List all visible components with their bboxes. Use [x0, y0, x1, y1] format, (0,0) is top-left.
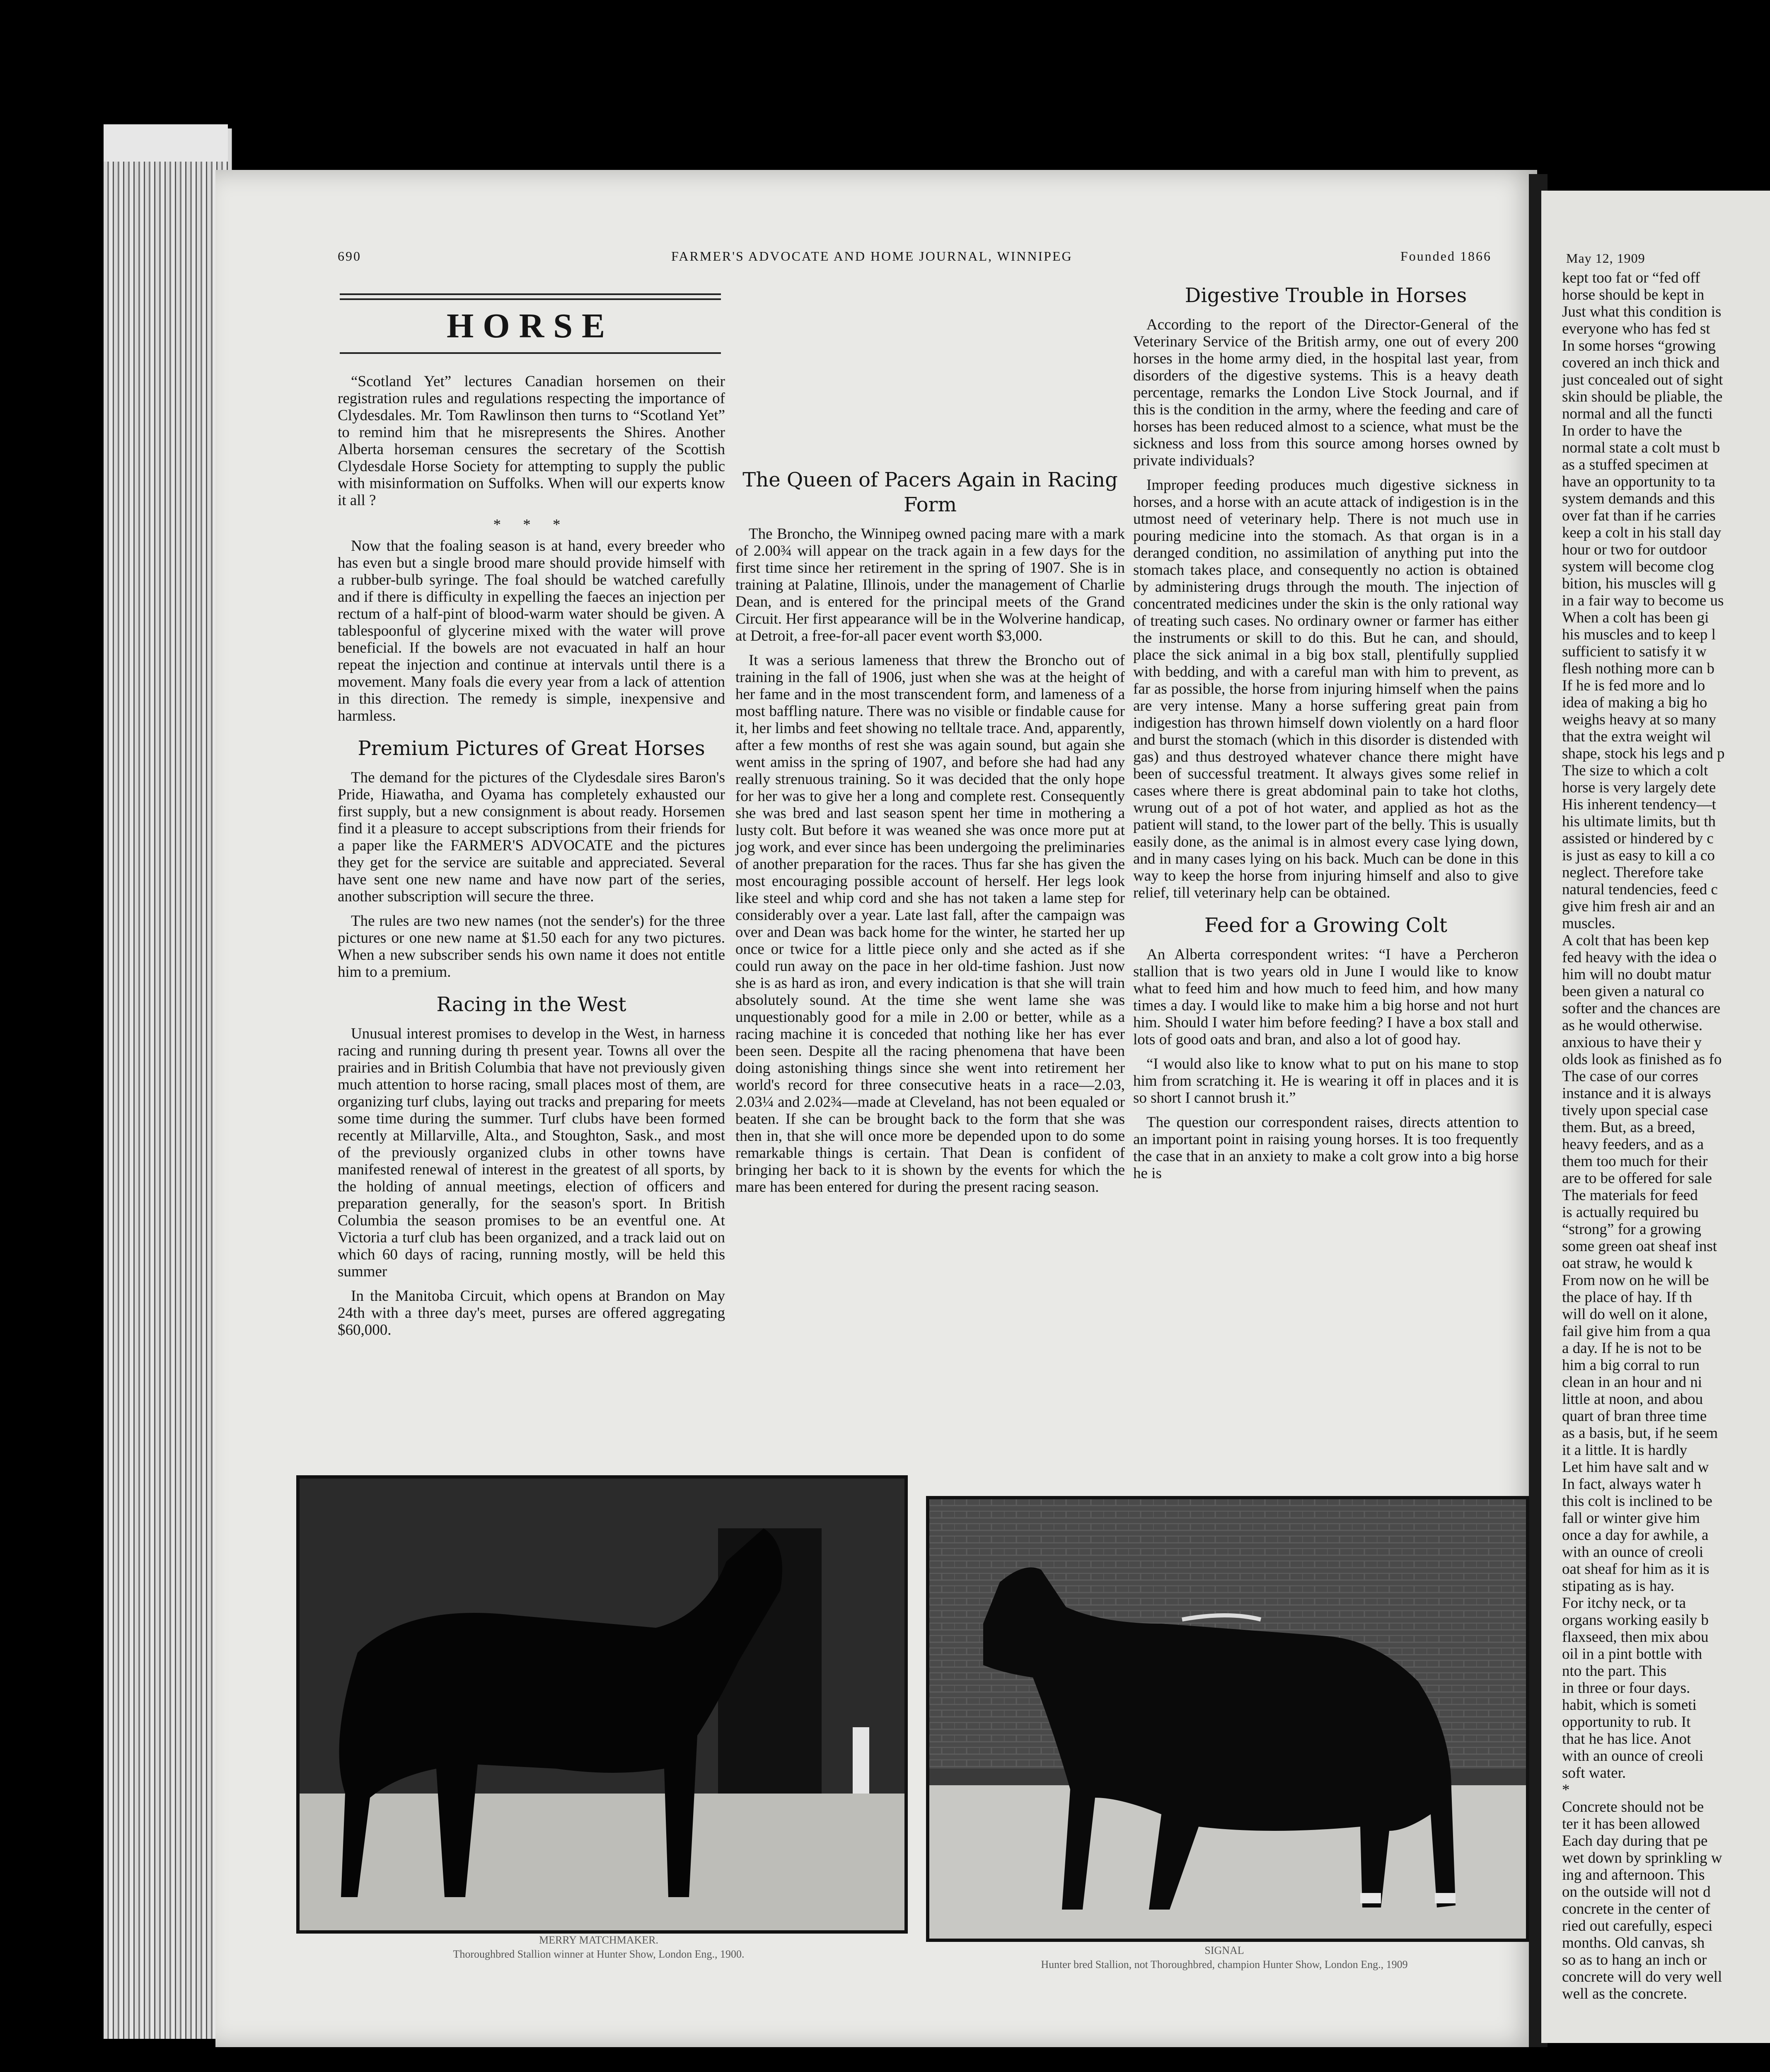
- section-stars: * * *: [493, 516, 570, 533]
- right-page-line: this colt is inclined to be: [1562, 1493, 1712, 1510]
- right-page-line: softer and the chances are: [1562, 1000, 1721, 1017]
- right-page-line: him a big corral to run: [1562, 1357, 1700, 1374]
- right-page-line: idea of making a big ho: [1562, 694, 1707, 711]
- right-photo-caption: [926, 1944, 1523, 1972]
- right-page-line: If he is fed more and lo: [1562, 677, 1705, 694]
- right-page-line: concrete in the center of: [1562, 1900, 1710, 1917]
- right-page-line: everyone who has fed st: [1562, 320, 1710, 337]
- right-page-line: covered an inch thick and: [1562, 354, 1720, 371]
- right-page-line: well as the concrete.: [1562, 1985, 1688, 2002]
- column-2: [735, 456, 1125, 1203]
- digestive-title: Digestive Trouble in Horses: [1185, 284, 1467, 307]
- horse-photo-left-image: [300, 1479, 904, 1930]
- right-page-line: little at noon, and abou: [1562, 1391, 1703, 1408]
- right-page-line: clean in an hour and ni: [1562, 1374, 1702, 1391]
- right-page-line: concrete will do very well: [1562, 1968, 1722, 1985]
- right-page-line: that he has lice. Anot: [1562, 1731, 1691, 1748]
- right-page-line: From now on he will be: [1562, 1272, 1709, 1289]
- horse-section-heading: [340, 290, 721, 352]
- right-page-line: just concealed out of sight: [1562, 371, 1723, 388]
- photo-merry-matchmaker: [296, 1475, 908, 1934]
- queen-paragraph-2: It was a serious lameness that threw the Broncho out of training in the fall of 1906, just when she was at the height of her fame and in the most transcendent form, and lameness of a most baffling nature. There was no visible or findable cause for it, her limbs and feet showing no telltale trace. And, apparently, after a few months of rest she was again sound, but again she went amiss in the spring of 1907, and before she had had any really strenuous training. So it was decided that the only hope for her was to give her a long and complete rest. Consequently she was bred and last season spent her time in mothering a lusty colt. But before it was weaned she was once more put at jog work, and ever since has been undergoing the preliminaries of another preparation for the races. Thus far she has given the most encouraging possible account of herself. Her legs look like steel and whip cord and she has not taken a lame step for considerably over a year. Late last fall, after the campaign was over and Dean was back home for the winter, he started her up once or twice for a little piece only and she acted as if she could run away on the pace in her old-time fashion. Just now she is as hard as iron, and every indication is that she will train absolutely sound. At the time she went lame she was unquestionably good for a mile in 2.00 or better, while as a racing machine it is conceded that nothing like her has ever been seen. Despite all the racing phenomena that have been doing astonishing things since she went into retirement her world's record for three consecutive heats in a race—2.03, 2.03¼ and 2.02¾—made at Cleveland, has not been equaled or beaten. If she can be brought back to the form that she was then in, that she will once more be depended upon to do some remarkable things is certain. That Dean is confident of bringing her back to it is shown by the events for which the mare has been entered for during the present racing season.: [735, 652, 1125, 1196]
- right-page-line: a day. If he is not to be: [1562, 1340, 1702, 1357]
- heading-rule-top: [340, 293, 721, 295]
- right-page-line: are to be offered for sale: [1562, 1170, 1712, 1187]
- column-1: [338, 373, 725, 1346]
- photo-signal: [926, 1496, 1529, 1942]
- founded-label: Founded 1866: [1400, 249, 1492, 264]
- right-page-line: tively upon special case: [1562, 1102, 1708, 1119]
- right-page-line: ing and afternoon. This: [1562, 1866, 1705, 1883]
- right-page-line: oat sheaf for him as it is: [1562, 1561, 1710, 1578]
- right-page-line: In order to have the: [1562, 422, 1682, 439]
- right-photo-description: Hunter bred Stallion, not Thoroughbred, champion Hunter Show, London Eng., 1909: [1041, 1958, 1408, 1970]
- racing-title: Racing in the West: [436, 993, 626, 1016]
- right-page-line: with an ounce of creoli: [1562, 1544, 1704, 1561]
- right-page-line: system will become clog: [1562, 558, 1714, 575]
- right-page-line: *: [1562, 1782, 1570, 1798]
- right-page-line: as a stuffed specimen at: [1562, 456, 1708, 473]
- right-page-line: A colt that has been kep: [1562, 932, 1709, 949]
- horse-photo-right-image: [929, 1499, 1526, 1939]
- right-page-line: fed heavy with the idea o: [1562, 949, 1717, 966]
- right-page-line: will do well on it alone,: [1562, 1306, 1708, 1323]
- running-title: FARMER'S ADVOCATE AND HOME JOURNAL, WINNIPEG: [671, 249, 1073, 264]
- right-page-line: For itchy neck, or ta: [1562, 1595, 1686, 1612]
- racing-paragraph-1: Unusual interest promises to develop in the West, in harness racing and running during th present year. Towns all over the prairies and in British Columbia that have not previously given much attention to horse racing, small places most of them, are organizing turf clubs, laying out tracks and preparing for meets some time during the summer. Turf clubs have been formed recently at Millarville, Alta., and Stoughton, Sask., and most of the previously organized clubs in other towns have manifested renewal of interest in the greatest of all sports, by the holding of annual meetings, election of officers and preparation generally, for the season's sport. In British Columbia the season promises to be an eventful one. At Victoria a turf club has been organized, and a track laid out on which 60 days of racing, running mostly, will be held this summer: [338, 1025, 725, 1280]
- right-page-line: instance and it is always: [1562, 1085, 1711, 1102]
- right-page-line: horse is very largely dete: [1562, 779, 1716, 796]
- colt-title: Feed for a Growing Colt: [1204, 914, 1447, 937]
- right-page-line: normal and all the functi: [1562, 405, 1713, 422]
- right-page-line: oat straw, he would k: [1562, 1255, 1693, 1272]
- right-page-line: is just as easy to kill a co: [1562, 847, 1715, 864]
- column-3: [1133, 271, 1519, 1189]
- right-page-line: so as to hang an inch or: [1562, 1951, 1707, 1968]
- colt-paragraph-1: An Alberta correspondent writes: “I have a Percheron stallion that is two years old in June I would like to know what to feed him and how much to feed him, and how many times a day. I would like to make him a big horse and not hurt him. Should I water him before feeding? I have a box stall and lots of good oats and bran, and also a lot of good hay.: [1133, 946, 1519, 1048]
- right-page-line: them. But, as a breed,: [1562, 1119, 1695, 1136]
- right-page-line: as a basis, but, if he seem: [1562, 1425, 1718, 1442]
- colt-paragraph-2: “I would also like to know what to put on his mane to stop him from scratching it. He is wearing it off in places and it is so short I cannot brush it.”: [1133, 1055, 1519, 1106]
- right-page-line: hour or two for outdoor: [1562, 541, 1707, 558]
- right-page-line: In fact, always water h: [1562, 1476, 1701, 1493]
- heading-rule-top-2: [340, 298, 721, 300]
- queen-title: The Queen of Pacers Again in Racing Form: [742, 468, 1118, 516]
- right-page-line: “strong” for a growing: [1562, 1221, 1701, 1238]
- right-page-line: ter it has been allowed: [1562, 1815, 1700, 1832]
- right-page-line: habit, which is someti: [1562, 1697, 1697, 1714]
- right-page-line: stipating as is hay.: [1562, 1578, 1674, 1595]
- right-page-date: May 12, 1909: [1566, 251, 1645, 266]
- right-page-line: have an opportunity to ta: [1562, 473, 1715, 490]
- right-page-line: give him fresh air and an: [1562, 898, 1715, 915]
- right-page-line: Each day during that pe: [1562, 1832, 1708, 1849]
- digestive-paragraph-1: According to the report of the Director-General of the Veterinary Service of the British army, one out of every 200 horses in the home army died, in the hospital last year, from disorders of the digestive systems. This is a heavy death percentage, remarks the London Live Stock Journal, and if this is the condition in the army, where the feeding and care of horses has been reduced almost to a science, what must be the sickness and loss from this source among horses owned by private individuals?: [1133, 316, 1519, 469]
- right-page-line: Let him have salt and w: [1562, 1459, 1709, 1476]
- right-page-line: anxious to have their y: [1562, 1034, 1702, 1051]
- queen-paragraph-1: The Broncho, the Winnipeg owned pacing mare with a mark of 2.00¾ will appear on the track again in a few days for the first time since her retirement in the spring of 1907. She is in training at Palatine, Illinois, under the management of Charlie Dean, and is entered for the principal meets of the Grand Circuit. Her first appearance will be in the Wolverine handicap, at Detroit, a free-for-all pacer event worth $3,000.: [735, 525, 1125, 644]
- right-page-line: In some horses “growing: [1562, 337, 1716, 354]
- digestive-paragraph-2: Improper feeding produces much digestive sickness in horses, and a horse with an acute attack of indigestion is in the utmost need of veterinary help. There is not much use in pouring medicine into the stomach. As that organ is in a deranged condition, no assimilation of anything put into the stomach takes place, and consequently no action is obtained by administering drugs through the mouth. The injection of concentrated medicines under the skin is the only rational way of treating such cases. No ordinary owner or farmer has either the instruments or skill to do this. But he can, and should, place the sick animal in a big box stall, plentifully supplied with bedding, and with a careful man with him to prevent, as far as possible, the horse from injuring himself when the pains are very intense. Many a horse suffering great pain from indigestion has thrown himself down violently on a hard floor and burst the stomach (which in this disorder is distended with gas) and thus destroyed whatever chance there might have been of successful treatment. It always gives some relief in cases where there is great abdominal pain to take hot cloths, wrung out of a pot of hot water, and applied as hot as the patient will stand, to the lower part of the belly. This is usually easily done, as the animal is in almost every case lying down, and in many cases lying on his back. Much can be done in this way to keep the horse from injuring himself and also to give relief, till veterinary help can be obtained.: [1133, 477, 1519, 901]
- right-page-line: over fat than if he carries: [1562, 507, 1716, 524]
- right-page-line: normal state a colt must b: [1562, 439, 1720, 456]
- book-page-edges: [104, 128, 232, 2039]
- right-page-line: The case of our corres: [1562, 1068, 1698, 1085]
- right-page-line: that the extra weight wil: [1562, 728, 1711, 745]
- right-photo-name: SIGNAL: [1204, 1944, 1244, 1956]
- right-page-line: with an ounce of creoli: [1562, 1748, 1704, 1765]
- right-page-line: The size to which a colt: [1562, 762, 1708, 779]
- right-page-line: The materials for feed: [1562, 1187, 1698, 1204]
- right-page-line: system demands and this: [1562, 490, 1715, 507]
- right-page-line: him will no doubt matur: [1562, 966, 1711, 983]
- foaling-paragraph: Now that the foaling season is at hand, every breeder who has even but a single brood mare should provide himself with a rubber-bulb syringe. The foal should be watched carefully and if there is difficulty in expelling the faeces an injection per rectum of a half-pint of blood-warm water should be given. A tablespoonful of glycerine mixed with the water will prove beneficial. If the bowels are not evacuated in half an hour repeat the injection and continue at intervals until there is a movement. Many foals die every year from a lack of attention in this direction. The remedy is simple, inexpensive and harmless.: [338, 537, 725, 724]
- heading-rule-bottom: [340, 352, 721, 354]
- right-page-line: sufficient to satisfy it w: [1562, 643, 1707, 660]
- racing-paragraph-2: In the Manitoba Circuit, which opens at Brandon on May 24th with a three day's meet, purses are offered aggregating $60,000.: [338, 1288, 725, 1339]
- right-page-text: [1562, 269, 1770, 2002]
- right-page-line: His inherent tendency—t: [1562, 796, 1716, 813]
- right-page-line: the place of hay. If th: [1562, 1289, 1693, 1306]
- right-page-line: on the outside will not d: [1562, 1883, 1711, 1900]
- premium-title: Premium Pictures of Great Horses: [358, 737, 705, 760]
- right-page-line: his ultimate limits, but th: [1562, 813, 1716, 830]
- right-page-line: oil in a pint bottle with: [1562, 1646, 1702, 1663]
- right-page-line: When a colt has been gi: [1562, 609, 1709, 626]
- right-page-line: organs working easily b: [1562, 1612, 1709, 1629]
- horse-title: HORSE: [446, 307, 614, 345]
- right-page-line: ried out carefully, especi: [1562, 1917, 1713, 1934]
- right-page-line: fall or winter give him: [1562, 1510, 1700, 1527]
- right-page-line: once a day for awhile, a: [1562, 1527, 1709, 1544]
- right-page-line: flaxseed, then mix abou: [1562, 1629, 1709, 1646]
- right-page-line: in a fair way to become us: [1562, 592, 1724, 609]
- right-page-line: his muscles and to keep l: [1562, 626, 1716, 643]
- right-page-line: kept too fat or “fed off: [1562, 269, 1700, 286]
- left-photo-description: Thoroughbred Stallion winner at Hunter Show, London Eng., 1900.: [453, 1948, 745, 1960]
- right-page-line: nto the part. This: [1562, 1663, 1667, 1680]
- right-page-line: is actually required bu: [1562, 1204, 1699, 1221]
- right-page-line: been given a natural co: [1562, 983, 1705, 1000]
- right-page-line: assisted or hindered by c: [1562, 830, 1714, 847]
- right-page-line: olds look as finished as fo: [1562, 1051, 1722, 1068]
- intro-paragraph: “Scotland Yet” lectures Canadian horsemen on their registration rules and regulations respecting the importance of Clydesdales. Mr. Tom Rawlinson then turns to “Scotland Yet” to remind him that he misrepresents the Shires. Another Alberta horseman censures the secretary of the Scottish Clydesdale Horse Society for attempting to supply the public with misinformation on Suffolks. When will our experts know it all ?: [338, 373, 725, 509]
- premium-paragraph-1: The demand for the pictures of the Clydesdale sires Baron's Pride, Hiawatha, and Oyama has completely exhausted our first supply, but a new consignment is about ready. Horsemen find it a pleasure to accept subscriptions from their friends for a paper like the FARMER'S ADVOCATE and the pictures they get for the service are suitable and appreciated. Several have sent one new name and have now part of the series, another subscription will secure the three.: [338, 769, 725, 905]
- right-page-line: soft water.: [1562, 1765, 1626, 1782]
- right-page-line: quart of bran three time: [1562, 1408, 1707, 1425]
- right-page-line: Just what this condition is: [1562, 303, 1722, 320]
- right-page-line: horse should be kept in: [1562, 286, 1705, 303]
- right-page-line: natural tendencies, feed c: [1562, 881, 1718, 898]
- right-page-line: bition, his muscles will g: [1562, 575, 1716, 592]
- right-page-line: keep a colt in his stall day: [1562, 524, 1722, 541]
- right-page-line: weighs heavy at so many: [1562, 711, 1716, 728]
- right-page-line: some green oat sheaf inst: [1562, 1238, 1717, 1255]
- premium-paragraph-2: The rules are two new names (not the sender's) for the three pictures or one new name at $1.50 each for any two pictures. When a new subscriber sends his own name it does not entitle him to a premium.: [338, 913, 725, 980]
- right-page-line: wet down by sprinkling w: [1562, 1849, 1722, 1866]
- right-page-line: as he would otherwise.: [1562, 1017, 1703, 1034]
- right-page-line: skin should be pliable, the: [1562, 388, 1723, 405]
- right-page-line: them too much for their: [1562, 1153, 1708, 1170]
- left-photo-caption: [296, 1933, 901, 1961]
- right-page-line: heavy feeders, and as a: [1562, 1136, 1704, 1153]
- page-number: 690: [338, 249, 361, 264]
- right-page-line: neglect. Therefore take: [1562, 864, 1704, 881]
- book-corner: [104, 124, 228, 162]
- left-photo-name: MERRY MATCHMAKER.: [539, 1934, 658, 1946]
- right-page-line: opportunity to rub. It: [1562, 1714, 1691, 1731]
- right-page-line: fail give him from a qua: [1562, 1323, 1711, 1340]
- right-page-line: flesh nothing more can b: [1562, 660, 1714, 677]
- right-page-line: Concrete should not be: [1562, 1798, 1704, 1815]
- right-page-line: shape, stock his legs and p: [1562, 745, 1725, 762]
- right-page-line: muscles.: [1562, 915, 1615, 932]
- right-page-line: months. Old canvas, sh: [1562, 1934, 1705, 1951]
- right-page-line: in three or four days.: [1562, 1680, 1690, 1697]
- right-page-line: it a little. It is hardly: [1562, 1442, 1688, 1459]
- colt-paragraph-3: The question our correspondent raises, directs attention to an important point in raising young horses. It is too frequently the case that in an anxiety to make a colt grow into a big horse he is: [1133, 1114, 1519, 1182]
